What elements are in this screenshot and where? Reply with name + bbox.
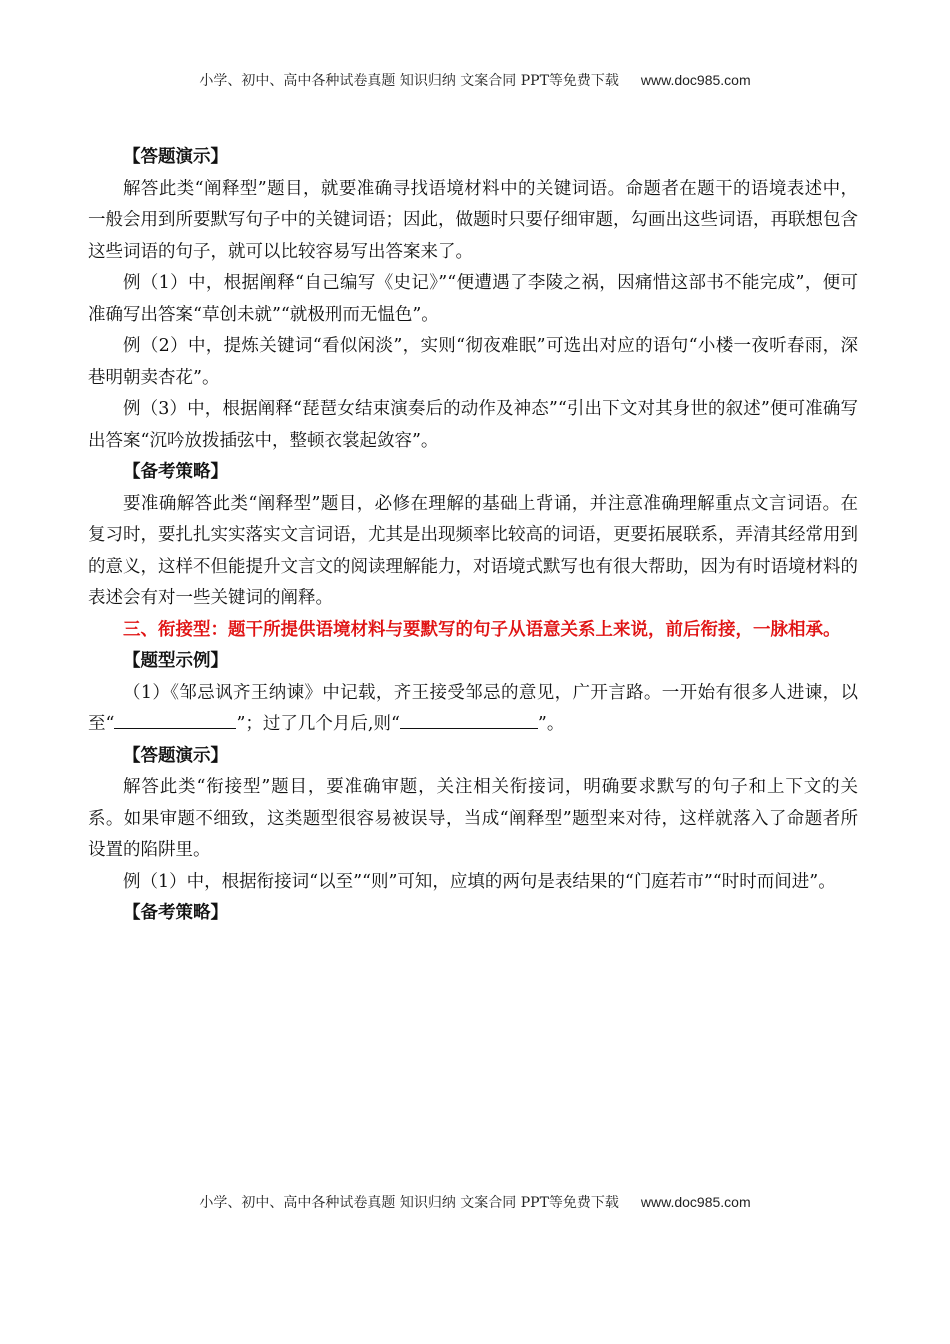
page-footer — [0, 1192, 950, 1212]
paragraph: 解答此类“阐释型”题目，就要准确寻找语境材料中的关键词语。命题者在题干的语境表述中，一般会用到所要默写句子中的关键词语；因此，做题时只要仔细审题，勾画出这些词语，再联想包含这些词语的句子，就可以比较容易写出答案来了。 — [88, 178, 858, 262]
question-text: ”；过了几个月后,则“ — [236, 714, 400, 734]
header-url[interactable]: www.doc985.com — [640, 72, 751, 88]
paragraph: 例（1）中，根据阐释“自己编写《史记》”“便遭遇了李陵之祸，因痛惜这部书不能完成”，便可准确写出答案“草创未就”“就极刑而无愠色”。 — [88, 273, 858, 325]
paragraph: 例（2）中，提炼关键词“看似闲淡”，实则“彻夜难眠”可选出对应的语句“小楼一夜听春雨，深巷明朝卖杏花”。 — [88, 336, 858, 388]
footer-text: 小学、初中、高中各种试卷真题 知识归纳 文案合同 PPT等免费下载 — [199, 1195, 619, 1211]
paragraph: 要准确解答此类“阐释型”题目，必修在理解的基础上背诵，并注意准确理解重点文言词语。在复习时，要扎扎实实落实文言词语，尤其是出现频率比较高的词语，更要拓展联系，弄清其经常用到的意义，这样不但能提升文言文的阅读理解能力，对语境式默写也有很大帮助，因为有时语境材料的表述会有对一些关键词的阐释。 — [88, 493, 858, 608]
section-title-cohesion-type: 三、衔接型：题干所提供语境材料与要默写的句子从语意关系上来说，前后衔接，一脉相承。 — [123, 619, 841, 640]
document-body — [88, 142, 858, 930]
paragraph: 例（1）中，根据衔接词“以至”“则”可知，应填的两句是表结果的“门庭若市”“时时而间进”。 — [123, 871, 836, 892]
section-heading-strategy: 【备考策略】 — [123, 903, 228, 923]
header-text: 小学、初中、高中各种试卷真题 知识归纳 文案合同 PPT等免费下载 — [199, 73, 619, 89]
paragraph: 例（3）中，根据阐释“琵琶女结束演奏后的动作及神态”“引出下文对其身世的叙述”便可准确写出答案“沉吟放拨插弦中，整顿衣裳起敛容”。 — [88, 399, 858, 451]
footer-url[interactable]: www.doc985.com — [640, 1194, 751, 1210]
question-item — [88, 678, 858, 741]
answer-blank — [114, 712, 236, 729]
question-text: （1）《邹忌讽齐王纳谏》中记载，齐王接受邹忌的意见，广开言路。一开始有很多人进谏，以至“ — [88, 682, 858, 734]
paragraph: 解答此类“衔接型”题目，要准确审题，关注相关衔接词，明确要求默写的句子和上下文的关系。如果审题不细致，这类题型很容易被误导，当成“阐释型”题型来对待，这样就落入了命题者所设置的陷阱里。 — [88, 777, 858, 860]
page-header — [0, 70, 950, 90]
question-text: ”。 — [537, 714, 565, 734]
section-heading-answer-demo: 【答题演示】 — [123, 147, 228, 167]
section-heading-answer-demo: 【答题演示】 — [123, 745, 228, 766]
answer-blank — [400, 712, 538, 729]
section-heading-example: 【题型示例】 — [123, 651, 228, 671]
section-heading-strategy: 【备考策略】 — [123, 462, 228, 482]
